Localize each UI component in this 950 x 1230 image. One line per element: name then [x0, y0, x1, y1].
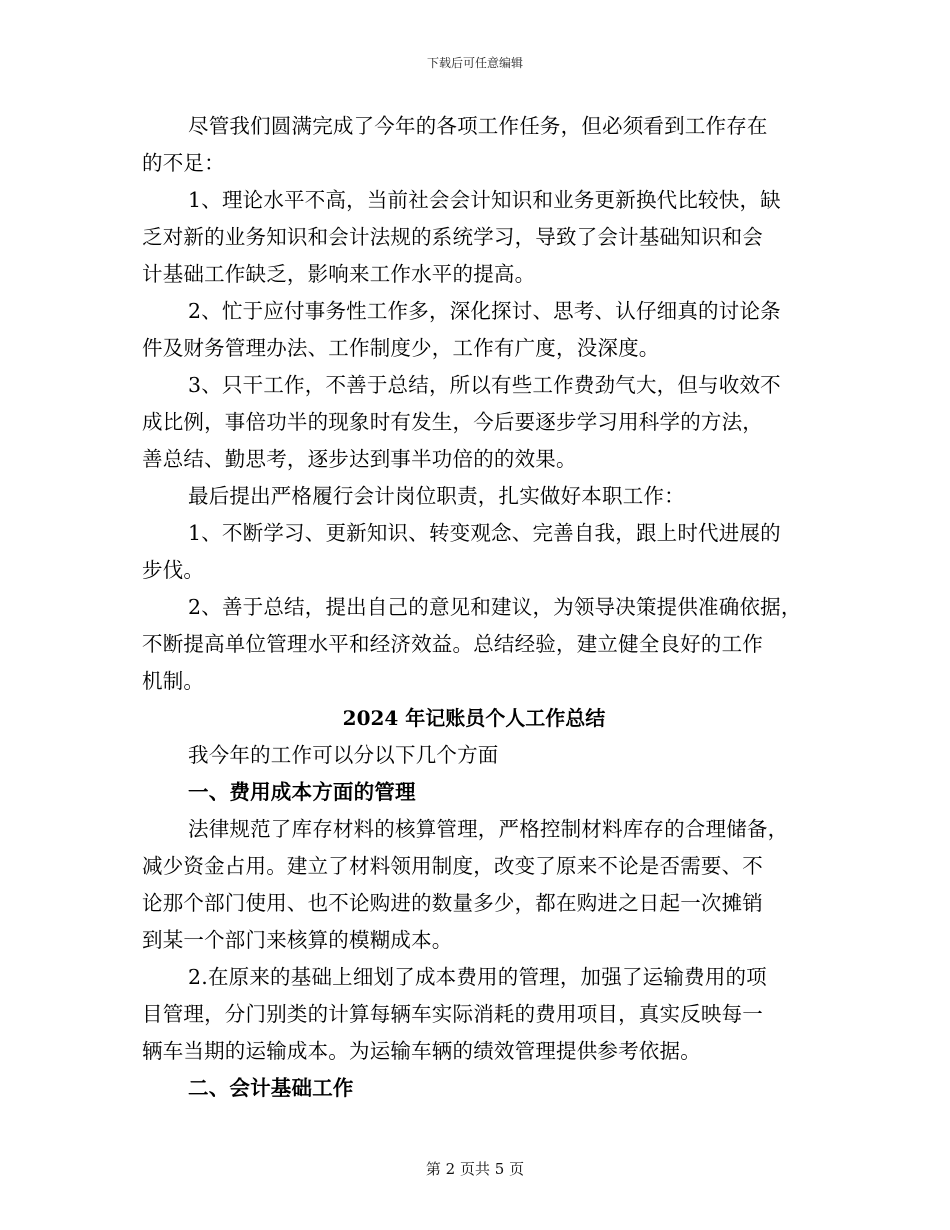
page-header: 下载后可任意编辑 — [426, 56, 523, 70]
text-line: 我今年的工作可以分以下几个方面 — [188, 743, 499, 767]
text-line: 3、只干工作，不善于总结，所以有些工作费劲气大，但与收效不 — [188, 373, 781, 397]
text-line: 的不足： — [142, 151, 225, 175]
text-line: 1、理论水平不高，当前社会会计知识和业务更新换代比较快，缺 — [188, 188, 781, 212]
text-line: 2.在原来的基础上细划了成本费用的管理，加强了运输费用的项 — [188, 965, 767, 989]
text-line: 最后提出严格履行会计岗位职责，扎实做好本职工作： — [188, 484, 685, 508]
text-line: 乏对新的业务知识和会计法规的系统学习，导致了会计基础知识和会 — [142, 225, 763, 249]
text-line: 机制。 — [142, 669, 205, 693]
page-footer: 第 2 页共 5 页 — [425, 1160, 525, 1178]
text-line: 2、善于总结，提出自己的意见和建议，为领导决策提供准确依据， — [188, 595, 802, 619]
text-line: 善总结、勤思考，逐步达到事半功倍的的效果。 — [142, 447, 577, 471]
section-title: 2024 年记账员个人工作总结 — [342, 706, 606, 730]
text-line: 计基础工作缺乏，影响来工作水平的提高。 — [142, 262, 536, 286]
text-line: 成比例，事倍功半的现象时有发生，今后要逐步学习用科学的方法， — [142, 410, 763, 434]
text-line: 到某一个部门来核算的模糊成本。 — [142, 928, 453, 952]
text-line: 法律规范了库存材料的核算管理，严格控制材料库存的合理储备， — [188, 817, 789, 841]
text-line: 件及财务管理办法、工作制度少，工作有广度，没深度。 — [142, 336, 660, 360]
text-line: 1、不断学习、更新知识、转变观念、完善自我，跟上时代进展的 — [188, 521, 781, 545]
section-heading: 二、会计基础工作 — [188, 1076, 354, 1100]
text-line: 目管理，分门别类的计算每辆车实际消耗的费用项目，真实反映每一 — [142, 1002, 763, 1026]
text-line: 尽管我们圆满完成了今年的各项工作任务，但必须看到工作存在 — [188, 114, 768, 138]
section-heading: 一、费用成本方面的管理 — [188, 780, 416, 804]
text-line: 2、忙于应付事务性工作多，深化探讨、思考、认仔细真的讨论条 — [188, 299, 781, 323]
text-line: 论那个部门使用、也不论购进的数量多少，都在购进之日起一次摊销 — [142, 891, 763, 915]
text-line: 辆车当期的运输成本。为运输车辆的绩效管理提供参考依据。 — [142, 1039, 701, 1063]
text-line: 步伐。 — [142, 558, 205, 582]
document-body — [142, 108, 806, 1107]
text-line: 减少资金占用。建立了材料领用制度，改变了原来不论是否需要、不 — [142, 854, 763, 878]
text-line: 不断提高单位管理水平和经济效益。总结经验，建立健全良好的工作 — [142, 632, 763, 656]
